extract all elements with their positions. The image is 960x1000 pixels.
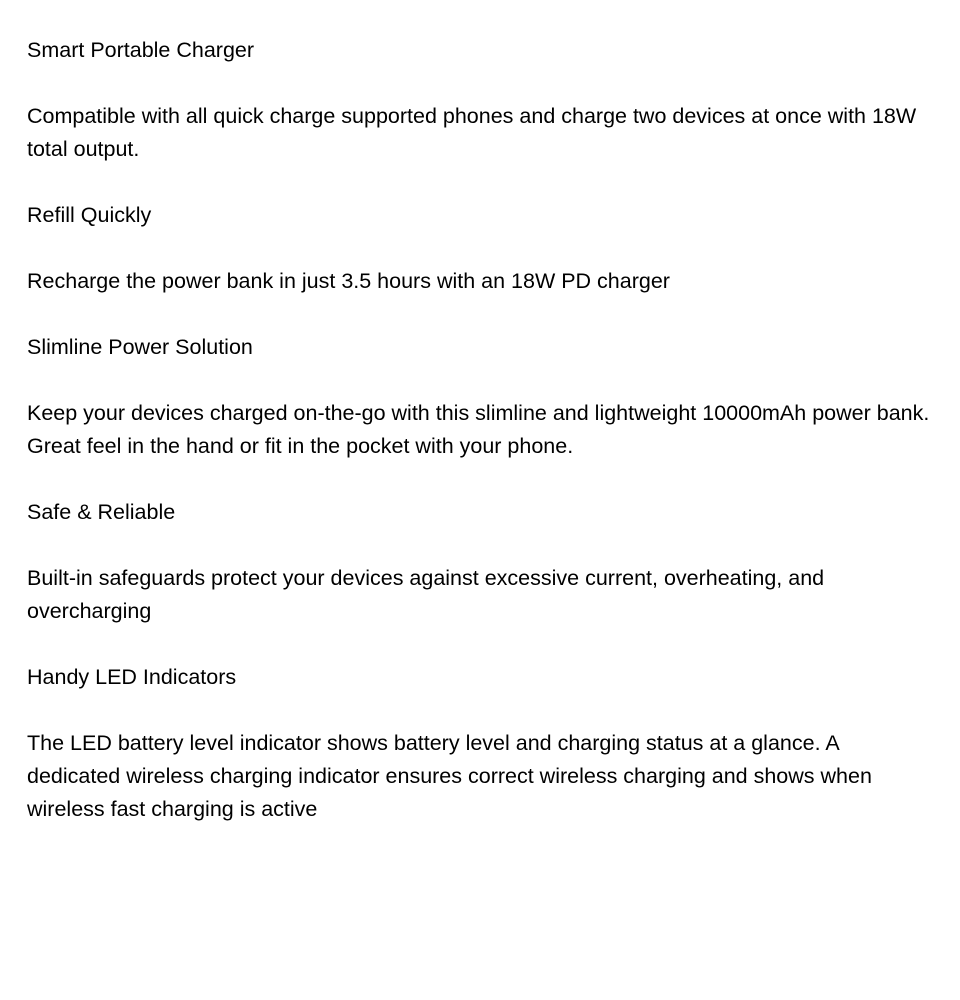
section-heading-handy-led-indicators: Handy LED Indicators: [27, 665, 237, 689]
section-heading-smart-portable-charger: Smart Portable Charger: [27, 38, 255, 62]
section-body-slimline-power-solution: Keep your devices charged on-the-go with this slimline and lightweight 10000mAh power bank. Great feel in the hand or fit in the pocket with your phone.: [27, 401, 930, 458]
section-heading-refill-quickly: Refill Quickly: [27, 203, 152, 227]
section-heading-safe-reliable: Safe & Reliable: [27, 500, 176, 524]
section-heading-slimline-power-solution: Slimline Power Solution: [27, 335, 253, 359]
section-body-safe-reliable: Built-in safeguards protect your devices against excessive current, overheating, and overcharging: [27, 566, 825, 623]
section-body-smart-portable-charger: Compatible with all quick charge supported phones and charge two devices at once with 18W total output.: [27, 104, 917, 161]
section-body-refill-quickly: Recharge the power bank in just 3.5 hours with an 18W PD charger: [27, 269, 670, 293]
section-body-handy-led-indicators: The LED battery level indicator shows battery level and charging status at a glance. A dedicated wireless charging indicator ensures correct wireless charging and shows when wireless fast charging is active: [27, 731, 872, 821]
